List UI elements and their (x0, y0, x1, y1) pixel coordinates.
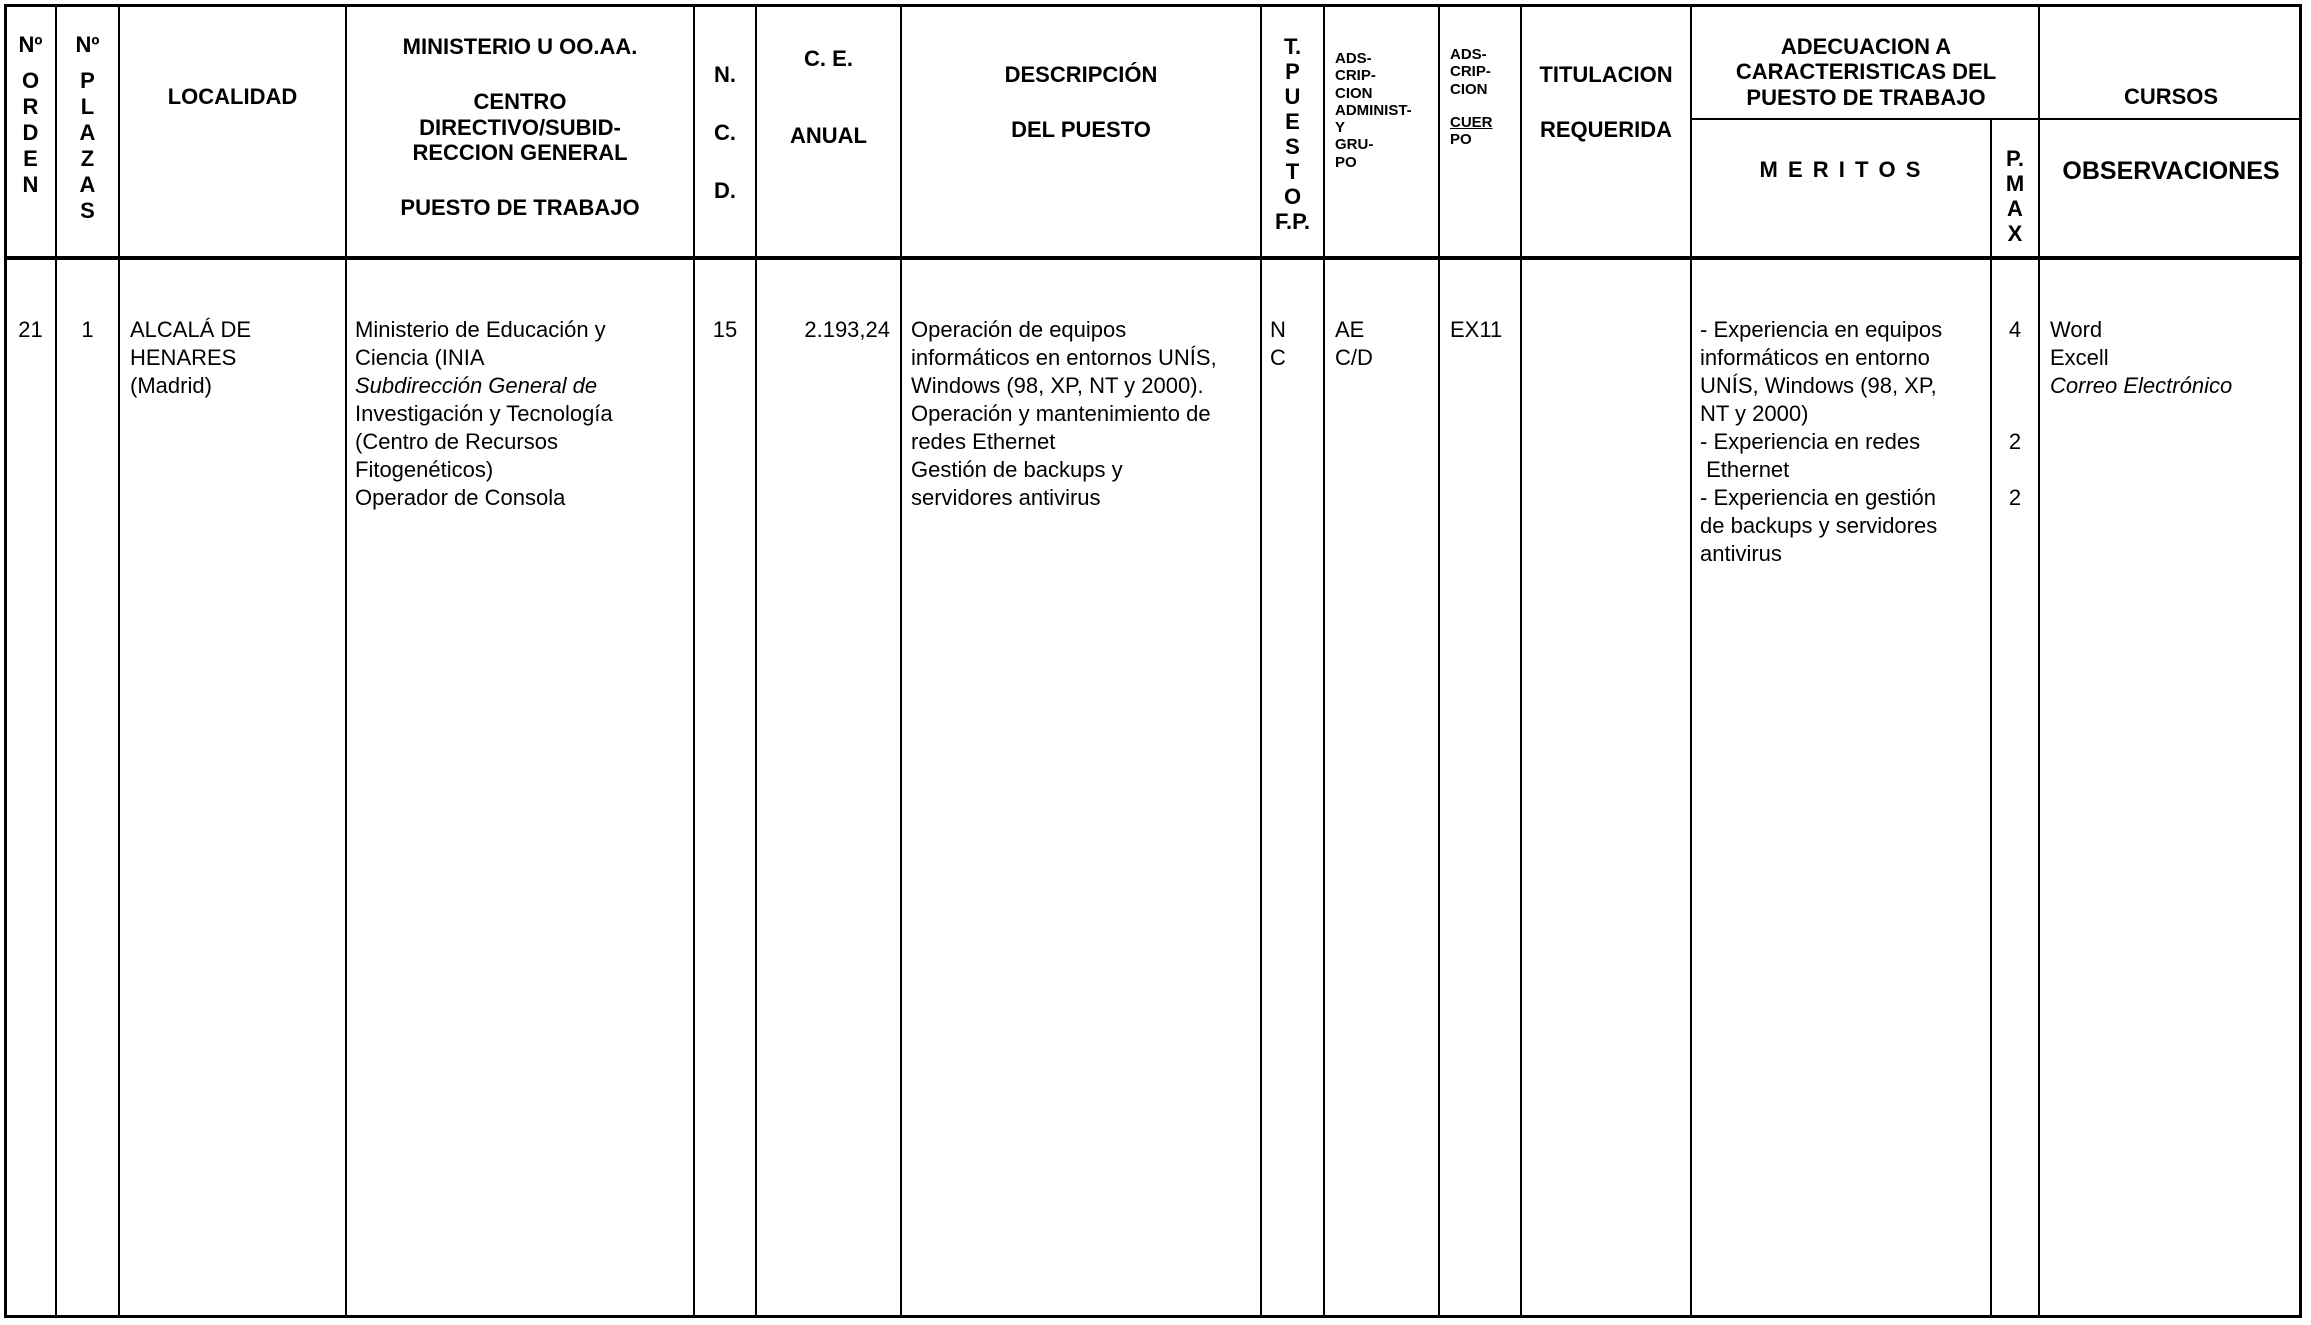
header-ce-anual: C. E. ANUAL (790, 46, 867, 149)
col-divider (755, 6, 757, 1318)
cell-pmax: 4 2 2 (2008, 317, 2022, 510)
col-divider (118, 6, 120, 1318)
cell-adscripcion-admin: AE C/D (1335, 317, 1373, 370)
cell-localidad: ALCALÁ DE HENARES (Madrid) (130, 317, 252, 398)
header-bottom-line (4, 256, 2302, 260)
header-cursos: CURSOS (2123, 84, 2219, 109)
header-n-orden: Nº O R D E N (18, 32, 43, 197)
col-divider (900, 6, 902, 1318)
cell-descripcion: Operación de equipos informáticos en entornos UNÍS, Windows (98, XP, NT y 2000). Operación y mantenimiento de redes Ethernet Gestión de backups y servidores antivirus (911, 317, 1217, 510)
cell-ministerio: Ministerio de Educación y Ciencia (INIA Subdirección General de Investigación y Tecnología (Centro de Recursos Fitogenéticos) Operador de Consola (355, 317, 613, 510)
cell-adscripcion-cuerpo: EX11 (1450, 317, 1503, 342)
header-meritos: M E R I T O S (1759, 157, 1923, 182)
header-adscripcion-admin: ADS- CRIP- CION ADMINIST- Y GRU- PO (1335, 50, 1412, 171)
col-divider (1520, 6, 1522, 1318)
header-tipo-puesto: T. P U E S T O F.P. (1274, 34, 1311, 234)
col-divider (1438, 6, 1440, 1318)
header-ncd: N. C. D. (714, 62, 736, 203)
header-adecuacion: ADECUACION A CARACTERISTICAS DEL PUESTO DE TRABAJO (1735, 34, 1997, 110)
cell-meritos: - Experiencia en equipos informáticos en entorno UNÍS, Windows (98, XP, NT y 2000) - Experiencia en redes Ethernet - Experiencia en gestión de backups y servidores antivirus (1700, 317, 1943, 566)
col-divider (1690, 6, 1692, 1318)
cell-cursos: Word Excell Correo Electrónico (2050, 317, 2233, 398)
cell-orden: 21 (18, 317, 43, 342)
header-descripcion: DESCRIPCIÓN DEL PUESTO (1004, 62, 1158, 143)
header-n-plazas: Nº P L A Z A S (75, 32, 100, 223)
cell-ncd: 15 (712, 317, 738, 342)
col-divider (2038, 6, 2040, 1318)
header-titulacion: TITULACION REQUERIDA (1539, 62, 1673, 143)
col-divider (1323, 6, 1325, 1318)
header-localidad: LOCALIDAD (167, 84, 298, 109)
cell-tipo-puesto: N C (1270, 317, 1286, 370)
header-ministerio: MINISTERIO U OO.AA. CENTRO DIRECTIVO/SUBID- RECCION GENERAL PUESTO DE TRABAJO (400, 34, 640, 221)
col-divider (1990, 118, 1992, 1318)
adecuacion-divider (1690, 118, 2302, 120)
header-observaciones: OBSERVACIONES (2062, 157, 2280, 185)
cell-ce-anual: 2.193,24 (804, 317, 890, 342)
header-pmax: P. M A X (2005, 146, 2025, 246)
header-adscripcion-cuerpo: ADS- CRIP- CION CUER PO (1450, 46, 1493, 148)
cell-plazas: 1 (81, 317, 94, 342)
